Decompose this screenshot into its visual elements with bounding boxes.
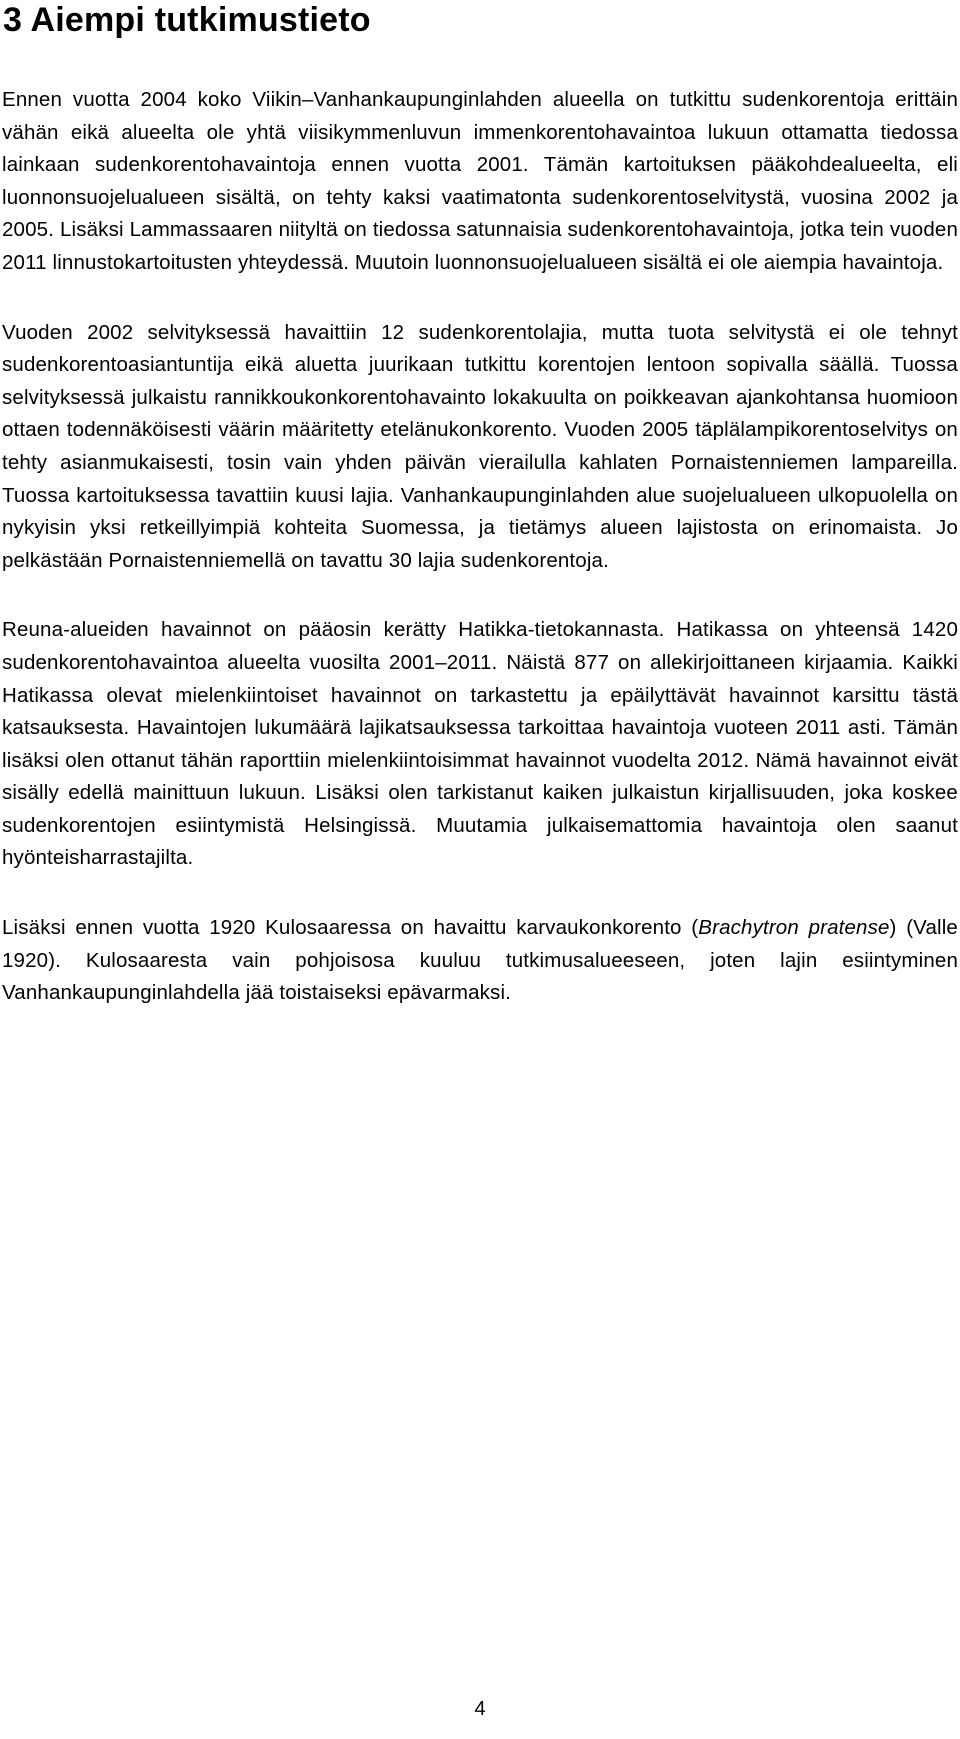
page-number: 4 [474,1698,486,1720]
paragraph-4-text-start: Lisäksi ennen vuotta 1920 Kulosaaressa on havaittu karvaukonkorento ( [2,916,699,940]
paragraph-2: Vuoden 2002 selvityksessä havaittiin 12 sudenkorentolajia, mutta tuota selvitystä ei ole tehnyt sudenkorentoasiantuntija eikä aluetta juurikaan tutkittu korentojen lentoon sopivalla säällä. Tuossa selvityksessä julkaistu rannikkoukonkorentohavainto lokakuulta on poikkeavan ajankohtansa huomioon ottaen todennäköisesti väärin määritetty etelänukonkorento. Vuoden 2005 täplälampikorentoselvitys on tehty asianmukaisesti, tosin vain yhden päivän vierailulla kahlaten Pornaistenniemen lampareilla. Tuossa kartoituksessa tavattiin kuusi lajia. Vanhankaupunginlahden alue suojelualueen ulkopuolella on nykyisin yksi retkeillyimpiä kohteita Suomessa, ja tietämys alueen lajistosta on erinomaista. Jo pelkästään Pornaistenniemellä on tavattu 30 lajia sudenkorentoja. [2,320,958,572]
species-name: Brachytron pratense [698,916,890,940]
section-body [2,84,958,1010]
section-heading: 3 Aiempi tutkimustieto [3,1,371,39]
paragraph-4 [2,912,958,1010]
paragraph-1: Ennen vuotta 2004 koko Viikin–Vanhankaupunginlahden alueella on tutkittu sudenkorentoja erittäin vähän eikä alueelta ole yhtä viisikymmenluvun immenkorentohavaintoa lukuun ottamatta tiedossa lainkaan sudenkorentohavaintoja ennen vuotta 2001. Tämän kartoituksen pääkohdealueelta, eli luonnonsuojelualueen sisältä, on tehty kaksi vaatimatonta sudenkorentoselvitystä, vuosina 2002 ja 2005. Lisäksi Lammassaaren niityltä on tiedossa satunnaisia sudenkorentohavaintoja, jotka tein vuoden 2011 linnustokartoitusten yhteydessä. Muutoin luonnonsuojelualueen sisältä ei ole aiempia havaintoja. [2,88,958,274]
paragraph-3: Reuna-alueiden havainnot on pääosin kerätty Hatikka-tietokannasta. Hatikassa on yhteensä 1420 sudenkorentohavaintoa alueelta vuosilta 2001–2011. Näistä 877 on allekirjoittaneen kirjaamia. Kaikki Hatikassa olevat mielenkiintoiset havainnot on tarkastettu ja epäilyttävät havainnot karsittu tästä katsauksesta. Havaintojen lukumäärä lajikatsauksessa tarkoittaa havaintoja vuoteen 2011 asti. Tämän lisäksi olen ottanut tähän raporttiin mielenkiintoisimmat havainnot vuodelta 2012. Nämä havainnot eivät sisälly edellä mainittuun lukuun. Lisäksi olen tarkistanut kaiken julkaistun kirjallisuuden, joka koskee sudenkorentojen esiintymistä Helsingissä. Muutamia julkaisemattomia havaintoja olen saanut hyönteisharrastajilta. [2,618,958,870]
paragraph-4-text-end: ) (Valle 1920). Kulosaaresta vain pohjoisosa kuuluu tutkimusalueeseen, joten lajin esiintyminen Vanhankaupunginlahdella jää toistaiseksi epävarmaksi. [2,916,958,1005]
